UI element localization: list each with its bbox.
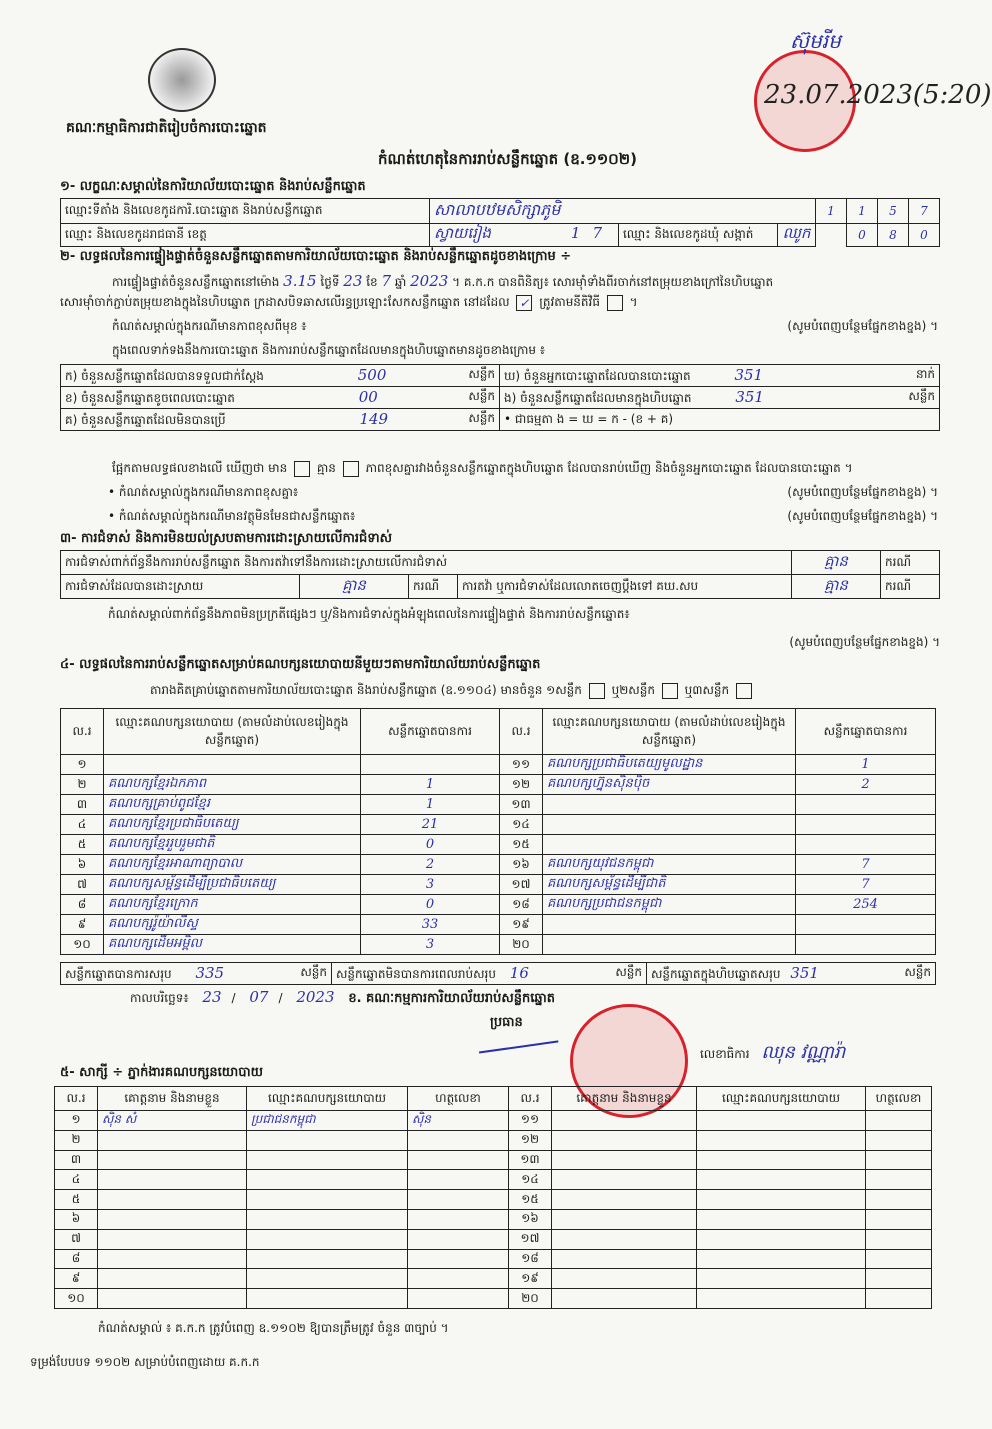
- witness-name: [552, 1209, 697, 1229]
- ngo-unit: សន្លឹក: [908, 388, 935, 403]
- objection-row2b-label: ការតវ៉ា ឬការជំទាស់ដែលលោតចេញប្តឹងទៅ គឃ.សប: [458, 575, 792, 599]
- party-no: ១៨: [500, 895, 543, 915]
- party-name: [543, 935, 796, 955]
- commune-label: ឈ្មោះ និងលេខកូដឃុំ សង្កាត់: [619, 224, 778, 247]
- sum-valid-label: សន្លឹកឆ្នោតបានការសរុប: [65, 966, 172, 981]
- w-col-sign-right: ហត្ថលេខា: [866, 1087, 932, 1111]
- verify-year: 2023: [410, 272, 449, 290]
- party-no: ២: [61, 775, 104, 795]
- national-emblem-icon: [148, 48, 216, 112]
- results-table: [60, 708, 936, 955]
- witness-party: [697, 1229, 866, 1249]
- party-no: ៥: [61, 835, 104, 855]
- seal-broken-checkbox[interactable]: [607, 295, 623, 311]
- w-col-name-left: គោត្តនាម និងនាមខ្លួន: [98, 1087, 247, 1111]
- ko-value: 149: [359, 409, 389, 428]
- witness-signature: [866, 1111, 932, 1131]
- ballot-count-table: [60, 364, 940, 431]
- commune-value: ឈូក: [778, 224, 816, 247]
- w-col-no-left: ល.រ: [55, 1087, 98, 1111]
- witness-signature: [408, 1289, 509, 1309]
- witness-row: [55, 1209, 932, 1229]
- party-name: គណបក្សសម្ព័ន្ធដើម្បីប្រជាធិបតេយ្យ: [104, 875, 361, 895]
- witness-name: [552, 1150, 697, 1170]
- tally-intro-a: តារាងគិតគ្រាប់ឆ្នោតតាមការិយាល័យបោះឆ្នោត និងរាប់សន្លឹកឆ្នោត (ឧ.១១០៤) មានចំនួន ១សន្លឹក: [150, 683, 582, 697]
- sum-box-label: សន្លឹកឆ្នោតក្នុងហិបឆ្នោតសរុប: [651, 966, 781, 981]
- witness-no: ១: [55, 1111, 98, 1131]
- secretary-name: ឈុន វណ្ណារ៉ា: [761, 1042, 846, 1063]
- compare-text-a: ផ្អែកតាមលទ្ធផលខាងលើ ឃើញថា មាន: [112, 461, 288, 475]
- party-name: [543, 815, 796, 835]
- witness-row: [55, 1111, 932, 1131]
- kha-label: ខ) ចំនួនសន្លឹកឆ្នោតខូចពេលបោះឆ្នោត: [65, 390, 235, 405]
- col-votes-left: សន្លឹកឆ្នោតបានការ: [361, 709, 500, 755]
- objection-table: [60, 550, 940, 599]
- witness-name: [552, 1130, 697, 1150]
- witness-no: ១៦: [509, 1209, 552, 1229]
- difference-yes-checkbox[interactable]: [294, 461, 310, 477]
- results-row: [61, 935, 936, 955]
- verify-day: 23: [343, 272, 363, 290]
- party-name: គណបក្សខ្មែរ​ក្រោក: [104, 895, 361, 915]
- objection-row1-unit: ករណី: [881, 551, 940, 575]
- party-no: ១៦: [500, 855, 543, 875]
- witness-name: [98, 1190, 247, 1210]
- party-name: គណបក្សប្រជាធិបតេយ្យមូលដ្ឋាន: [543, 755, 796, 775]
- ka-unit: សន្លឹក: [468, 366, 495, 381]
- party-no: ១៣: [500, 795, 543, 815]
- witness-signature: ស៊ិន: [408, 1111, 509, 1131]
- formula: • ជាធម្មតា ង = ឃ = ក - (ខ + គ): [500, 409, 940, 431]
- party-votes: 254: [796, 895, 936, 915]
- location-value: សាលាបឋមសិក្សាភូមិ: [430, 199, 816, 224]
- province-value: [430, 224, 619, 247]
- witness-table: [54, 1086, 932, 1309]
- form-title: កំណត់ហេតុនៃការរាប់សន្លឹកឆ្នោត (ឧ.១១០២): [378, 150, 638, 168]
- party-no: ១: [61, 755, 104, 775]
- party-votes: 7: [796, 875, 936, 895]
- results-row: [61, 895, 936, 915]
- verify-time: 3.15: [283, 272, 317, 290]
- party-name: គណបក្សដើមអម្ពិល: [104, 935, 361, 955]
- committee-name: គណៈកម្មាធិការជាតិរៀបចំការបោះឆ្នោត: [66, 120, 267, 136]
- party-votes: [796, 815, 936, 835]
- witness-signature: [408, 1209, 509, 1229]
- president-label: ប្រធាន: [490, 1015, 523, 1030]
- witness-no: ១៩: [509, 1269, 552, 1289]
- witness-no: ៩: [55, 1269, 98, 1289]
- witness-row: [55, 1229, 932, 1249]
- code-digit-3: 5: [878, 199, 909, 224]
- fill-hint-4: (សូមបំពេញបន្ថែមផ្នែកខាងខ្នង) ។: [789, 635, 940, 649]
- ngo-value: 351: [735, 387, 764, 406]
- witness-no: ១៥: [509, 1190, 552, 1210]
- w-col-party-left: ឈ្មោះគណបក្សនយោបាយ: [247, 1087, 408, 1111]
- kha-unit: សន្លឹក: [468, 388, 495, 403]
- witness-no: ១៧: [509, 1229, 552, 1249]
- results-row: [61, 915, 936, 935]
- witness-party: [697, 1249, 866, 1269]
- results-row: [61, 815, 936, 835]
- party-no: ៦: [61, 855, 104, 875]
- tally-intro-b: ឬ២សន្លឹក: [611, 683, 655, 697]
- party-name: គណបក្សរ៉ូយ៉ាលីស្ទ: [104, 915, 361, 935]
- province-label: ឈ្មោះ និងលេខកូដរាជធានី ខេត្ត: [61, 224, 430, 247]
- kho-label: ឃ) ចំនួនអ្នកបោះឆ្នោតដែលបានបោះឆ្នោត: [504, 368, 691, 383]
- party-votes: 0: [361, 835, 500, 855]
- verify-text-d: ឆ្នាំ: [394, 275, 407, 289]
- witness-signature: [408, 1190, 509, 1210]
- party-name: [104, 755, 361, 775]
- results-row: [61, 855, 936, 875]
- witness-signature: [408, 1170, 509, 1190]
- witness-signature: [866, 1229, 932, 1249]
- witness-party: [697, 1150, 866, 1170]
- party-votes: 21: [361, 815, 500, 835]
- witness-party: [697, 1190, 866, 1210]
- ka-value: 500: [357, 365, 387, 384]
- witness-signature: [408, 1269, 509, 1289]
- results-row: [61, 875, 936, 895]
- ballot-intro: ក្នុងពេលទាក់ទងនឹងការបោះឆ្នោត និងការរាប់សន្លឹកឆ្នោតដែលមានក្នុងហិបឆ្នោតមានដូចខាងក្រោម ៖: [112, 343, 546, 357]
- verify-text-c: ខែ: [366, 275, 378, 289]
- witness-name: [552, 1289, 697, 1309]
- location-label: ឈ្មោះទីតាំង និងលេខកូដការិ.បោះឆ្នោត និងរាប់សន្លឹកឆ្នោត: [61, 199, 430, 224]
- party-votes: 33: [361, 915, 500, 935]
- results-row: [61, 795, 936, 815]
- party-name: គណបក្សហ្វ៊ុនស៊ិនប៉ិច: [543, 775, 796, 795]
- section4-title: ៤- លទ្ធផលនៃការរាប់សន្លឹកឆ្នោតសម្រាប់គណបក្សនយោបាយនីមួយៗតាមការិយាល័យរាប់សន្លឹកឆ្នោត: [60, 657, 541, 672]
- witness-row: [55, 1249, 932, 1269]
- note-2-label: • កំណត់សម្គាល់ក្នុងករណីមានភាពខុសគ្នា៖: [108, 485, 299, 499]
- kha-value: 00: [358, 387, 378, 406]
- difference-no-checkbox[interactable]: [343, 461, 359, 477]
- sum-box-value: 351: [790, 963, 819, 982]
- party-votes: [796, 835, 936, 855]
- president-signature: [478, 1030, 559, 1053]
- verify-text-b: ថ្ងៃទី: [320, 275, 340, 289]
- compare-line: [112, 460, 853, 478]
- party-no: ៣: [61, 795, 104, 815]
- w-col-sign-left: ហត្ថលេខា: [408, 1087, 509, 1111]
- verify-line-1: [112, 272, 773, 292]
- objection-note: កំណត់សម្គាល់ពាក់ព័ន្ធនឹងភាពមិនប្រក្រតីផ្សេងៗ ឬ/និងការជំទាស់ក្នុងអំឡុងពេលនៃការផ្ទៀងផ្ទាត់ និងការរាប់សន្លឹកឆ្នោត៖: [108, 607, 630, 621]
- party-votes: [796, 795, 936, 815]
- witness-row: [55, 1130, 932, 1150]
- witness-party: [697, 1130, 866, 1150]
- footnote: កំណត់សម្គាល់ ៖ គ.ក.ក ត្រូវបំពេញ ឧ.១១០២ ឱ្យបានត្រឹមត្រូវ ចំនួន ៣ច្បាប់ ។: [98, 1321, 449, 1335]
- witness-no: ១០: [55, 1289, 98, 1309]
- bottom-form-label: ទម្រង់បែបបទ ១១០២ សម្រាប់បំពេញដោយ គ.ក.ក: [30, 1355, 260, 1369]
- witness-no: ៧: [55, 1229, 98, 1249]
- witness-party: [247, 1269, 408, 1289]
- note-1: [112, 318, 938, 336]
- party-votes: [796, 915, 936, 935]
- witness-row: [55, 1170, 932, 1190]
- date-month: 07: [249, 988, 269, 1006]
- party-no: ១៥: [500, 835, 543, 855]
- witness-signature: [866, 1170, 932, 1190]
- party-votes: [361, 755, 500, 775]
- witness-party: [247, 1289, 408, 1309]
- secretary-label: លេខាធិការ: [700, 1047, 750, 1061]
- witness-signature: [866, 1190, 932, 1210]
- party-no: ៨: [61, 895, 104, 915]
- commune-code-3: 0: [909, 224, 940, 247]
- witness-signature: [408, 1130, 509, 1150]
- witness-row: [55, 1289, 932, 1309]
- w-col-name-right: គោត្តនាម និងនាមខ្លួន: [552, 1087, 697, 1111]
- party-name: [543, 795, 796, 815]
- fill-hint-1: (សូមបំពេញបន្ថែមផ្នែកខាងខ្នង) ។: [787, 319, 938, 333]
- col-party-right: ឈ្មោះគណបក្សនយោបាយ (តាមលំដាប់លេខរៀងក្នុងសន្លឹកឆ្នោត): [543, 709, 796, 755]
- party-votes: 2: [361, 855, 500, 875]
- province-code-2: 7: [592, 224, 614, 242]
- seal-intact-checkbox[interactable]: ✓: [516, 295, 532, 311]
- w-col-party-right: ឈ្មោះគណបក្សនយោបាយ: [697, 1087, 866, 1111]
- verify-text-ok: ត្រូវតាមនីតិវិធី: [539, 295, 600, 309]
- witness-name: [552, 1170, 697, 1190]
- objection-row2b-value: គ្មាន: [792, 575, 881, 599]
- province-name: ស្វាយរៀង: [434, 224, 491, 242]
- witness-signature: [408, 1249, 509, 1269]
- compare-text-b: គ្មាន: [316, 461, 336, 475]
- witness-no: ៨: [55, 1249, 98, 1269]
- witness-party: [247, 1130, 408, 1150]
- witness-no: ២: [55, 1130, 98, 1150]
- witness-signature: [408, 1150, 509, 1170]
- verify-text-f: សោរម៉ាំចាក់ភ្ជាប់តម្រុយខាងក្នុងនៃហិបឆ្នោត ក្រដាសបិទឆាសលើរន្ធប្រឡោះសែកសន្លឹកឆ្នោត នៅដដែល: [60, 295, 510, 309]
- witness-no: ១៤: [509, 1170, 552, 1190]
- witness-signature: [408, 1229, 509, 1249]
- party-name: គណបក្សខ្មែរ​អាណាព្យាបាល: [104, 855, 361, 875]
- witness-signature: [866, 1269, 932, 1289]
- date-year: 2023: [296, 988, 335, 1006]
- party-no: ៧: [61, 875, 104, 895]
- party-name: គណបក្សយុវជនកម្ពុជា: [543, 855, 796, 875]
- date-line: កាលបរិច្ឆេទ៖ 23 / 07 / 2023 ខ. គណៈកម្មការការិយាល័យរាប់សន្លឹកឆ្នោត: [130, 988, 556, 1006]
- witness-name: [552, 1249, 697, 1269]
- witness-row: [55, 1150, 932, 1170]
- witness-no: ១២: [509, 1130, 552, 1150]
- party-name: គណបក្សប្រជាជនកម្ពុជា: [543, 895, 796, 915]
- commission-label: ខ. គណៈកម្មការការិយាល័យរាប់សន្លឹកឆ្នោត: [348, 991, 556, 1006]
- kho-value: 351: [734, 365, 764, 384]
- party-votes: 3: [361, 935, 500, 955]
- party-no: ៤: [61, 815, 104, 835]
- witness-name: [98, 1150, 247, 1170]
- witness-signature: [866, 1289, 932, 1309]
- witness-name: [552, 1269, 697, 1289]
- party-no: ១២: [500, 775, 543, 795]
- sum-invalid-value: 16: [509, 963, 529, 982]
- witness-party: [247, 1150, 408, 1170]
- party-votes: 7: [796, 855, 936, 875]
- col-votes-right: សន្លឹកឆ្នោតបានការ: [796, 709, 936, 755]
- party-name: គណបក្សខ្មែរ​ប្រជាធិបតេយ្យ: [104, 815, 361, 835]
- verify-text-a: ការផ្ទៀងផ្ទាត់ចំនួនសន្លឹកឆ្នោតនៅម៉ោង: [112, 275, 280, 289]
- witness-no: ៣: [55, 1150, 98, 1170]
- verify-text-end: ។: [629, 295, 638, 309]
- witness-party: [697, 1111, 866, 1131]
- section3-title: ៣- ការជំទាស់ និងការមិនយល់ស្របតាមការដោះស្រាយលើការជំទាស់: [60, 531, 392, 546]
- totals-table: [60, 962, 936, 985]
- party-no: ១៤: [500, 815, 543, 835]
- section5-title: ៥- សាក្សី ÷ ភ្នាក់ងារគណបក្សនយោបាយ: [60, 1065, 263, 1080]
- tally-3-sheet-checkbox[interactable]: [736, 683, 752, 699]
- party-name: [543, 915, 796, 935]
- party-votes: 1: [361, 795, 500, 815]
- sum-invalid-label: សន្លឹកឆ្នោតមិនបានការពេលរាប់សរុប: [336, 966, 496, 981]
- note-2: [108, 484, 938, 502]
- tally-intro-c: ឬ៣សន្លឹក: [684, 683, 730, 697]
- code-digit-4: 7: [909, 199, 940, 224]
- section2-title: ២- លទ្ធផលនៃការផ្ទៀងផ្ទាត់ចំនួនសន្លឹកឆ្នោតតាមការិយាល័យបោះឆ្នោត និងរាប់សន្លឹកឆ្នោតដូចខាងក្រោម ÷: [60, 249, 572, 264]
- party-no: ១៩: [500, 915, 543, 935]
- sum-valid-unit: សន្លឹក: [300, 964, 327, 979]
- sum-invalid-unit: សន្លឹក: [615, 964, 642, 979]
- witness-no: ១១: [509, 1111, 552, 1131]
- commune-code-2: 8: [878, 224, 909, 247]
- col-no-right: ល.រ: [500, 709, 543, 755]
- witness-party: ប្រជាជនកម្ពុជា: [247, 1111, 408, 1131]
- note-3: [108, 508, 938, 526]
- note-1-label: កំណត់សម្គាល់ក្នុងករណីមានភាពខុសពីមុខ ៖: [112, 319, 307, 333]
- tally-1-sheet-checkbox[interactable]: [589, 683, 605, 699]
- results-row: [61, 755, 936, 775]
- secretary-line: [700, 1040, 845, 1067]
- objection-row1-value: គ្មាន: [792, 551, 881, 575]
- witness-no: ៥: [55, 1190, 98, 1210]
- compare-text-c: ភាពខុសគ្នារវាងចំនួនសន្លឹកឆ្នោតក្នុងហិបឆ្នោត ដែលបានរាប់ឃើញ និងចំនួនអ្នកបោះឆ្នោត ដែលបានបោះឆ្នោត ។: [365, 461, 853, 475]
- col-party-left: ឈ្មោះគណបក្សនយោបាយ (តាមលំដាប់លេខរៀងក្នុងសន្លឹកឆ្នោត): [104, 709, 361, 755]
- kho-unit: នាក់: [915, 366, 935, 381]
- witness-no: ១៣: [509, 1150, 552, 1170]
- verify-line-2: [60, 294, 638, 312]
- witness-signature: [866, 1209, 932, 1229]
- section1-title: ១- លក្ខណៈសម្គាល់នៃការិយាល័យបោះឆ្នោត និងរាប់សន្លឹកឆ្នោត: [60, 179, 366, 194]
- witness-row: [55, 1269, 932, 1289]
- objection-row2-value: គ្មាន: [300, 575, 409, 599]
- section1-table: [60, 198, 940, 247]
- objection-row2b-unit: ករណី: [881, 575, 940, 599]
- witness-no: ១៨: [509, 1249, 552, 1269]
- w-col-no-right: ល.រ: [509, 1087, 552, 1111]
- ka-label: ក) ចំនួនសន្លឹកឆ្នោតដែលបានទទួលជាក់ស្តែង: [65, 368, 264, 383]
- tally-2-sheet-checkbox[interactable]: [662, 683, 678, 699]
- party-name: [543, 835, 796, 855]
- objection-row2-unit: ករណី: [409, 575, 458, 599]
- ko-unit: សន្លឹក: [468, 410, 495, 425]
- party-votes: 0: [361, 895, 500, 915]
- witness-party: [247, 1229, 408, 1249]
- objection-row2-label: ការជំទាស់ដែលបានដោះស្រាយ: [61, 575, 300, 599]
- witness-name: [98, 1289, 247, 1309]
- witness-party: [697, 1209, 866, 1229]
- code-digit-2: 1: [847, 199, 878, 224]
- party-name: គណបក្សគ្រាប់ពូជខ្មែរ: [104, 795, 361, 815]
- witness-name: [98, 1209, 247, 1229]
- witness-no: ២០: [509, 1289, 552, 1309]
- party-no: ១១: [500, 755, 543, 775]
- ngo-label: ង) ចំនួនសន្លឹកឆ្នោតដែលមានក្នុងហិបឆ្នោត: [504, 390, 692, 405]
- results-row: [61, 775, 936, 795]
- witness-party: [697, 1269, 866, 1289]
- sum-valid-value: 335: [195, 963, 225, 982]
- witness-name: [552, 1229, 697, 1249]
- party-name: គណបក្សសម្ព័ន្ធដើម្បីជាតិ: [543, 875, 796, 895]
- witness-signature: [866, 1150, 932, 1170]
- party-name: គណបក្សខ្មែរ​រួបរួមជាតិ: [104, 835, 361, 855]
- witness-no: ៤: [55, 1170, 98, 1190]
- fill-hint-3: (សូមបំពេញបន្ថែមផ្នែកខាងខ្នង) ។: [787, 509, 938, 523]
- ko-label: គ) ចំនួនសន្លឹកឆ្នោតដែលមិនបានប្រើ: [65, 412, 226, 427]
- party-votes: 1: [796, 755, 936, 775]
- stamp-datetime: 23.07.2023(5:20): [764, 80, 992, 110]
- date-day: 23: [202, 988, 222, 1006]
- verify-month: 7: [381, 272, 392, 290]
- party-votes: 2: [796, 775, 936, 795]
- witness-party: [247, 1190, 408, 1210]
- witness-name: ស៊ិន សំ: [98, 1111, 247, 1131]
- witness-name: [98, 1130, 247, 1150]
- witness-name: [98, 1249, 247, 1269]
- tally-intro: [150, 682, 755, 700]
- witness-party: [247, 1170, 408, 1190]
- witness-party: [247, 1209, 408, 1229]
- fill-hint-2: (សូមបំពេញបន្ថែមផ្នែកខាងខ្នង) ។: [787, 485, 938, 499]
- objection-row1-label: ការជំទាស់ពាក់ព័ន្ធនឹងការរាប់សន្លឹកឆ្នោត និងការតវ៉ាទៅនឹងការដោះស្រាយលើការជំទាស់: [61, 551, 792, 575]
- sum-box-unit: សន្លឹក: [904, 964, 931, 979]
- province-code-1: 1: [570, 224, 593, 242]
- party-no: ២០: [500, 935, 543, 955]
- results-row: [61, 835, 936, 855]
- col-no-left: ល.រ: [61, 709, 104, 755]
- verify-text-e: ។ គ.ក.ក បានពិនិត្យ៖ សោរម៉ាំទាំងពីរចាក់នៅតម្រុយខាងក្រៅនៃហិបឆ្នោត: [452, 275, 774, 289]
- witness-party: [247, 1249, 408, 1269]
- party-votes: 3: [361, 875, 500, 895]
- witness-name: [552, 1111, 697, 1131]
- party-no: ១៧: [500, 875, 543, 895]
- witness-name: [98, 1229, 247, 1249]
- note-3-label: • កំណត់សម្គាល់ក្នុងករណីមានវត្ថុមិនមែនជាសន្លឹកឆ្នោត៖: [108, 509, 356, 523]
- witness-row: [55, 1190, 932, 1210]
- code-digit-1: 1: [816, 199, 847, 224]
- witness-signature: [866, 1249, 932, 1269]
- date-label: កាលបរិច្ឆេទ៖: [130, 991, 189, 1005]
- witness-no: ៦: [55, 1209, 98, 1229]
- party-no: ៩: [61, 915, 104, 935]
- witness-party: [697, 1289, 866, 1309]
- commune-code-1: 0: [847, 224, 878, 247]
- witness-name: [98, 1269, 247, 1289]
- witness-name: [98, 1170, 247, 1190]
- party-name: គណបក្សខ្មែរ​ឯកភាព: [104, 775, 361, 795]
- witness-party: [697, 1170, 866, 1190]
- party-votes: 1: [361, 775, 500, 795]
- stamp-signature: ស៊ុមរីម: [790, 29, 841, 53]
- party-no: ១០: [61, 935, 104, 955]
- witness-name: [552, 1190, 697, 1210]
- witness-signature: [866, 1130, 932, 1150]
- party-votes: [796, 935, 936, 955]
